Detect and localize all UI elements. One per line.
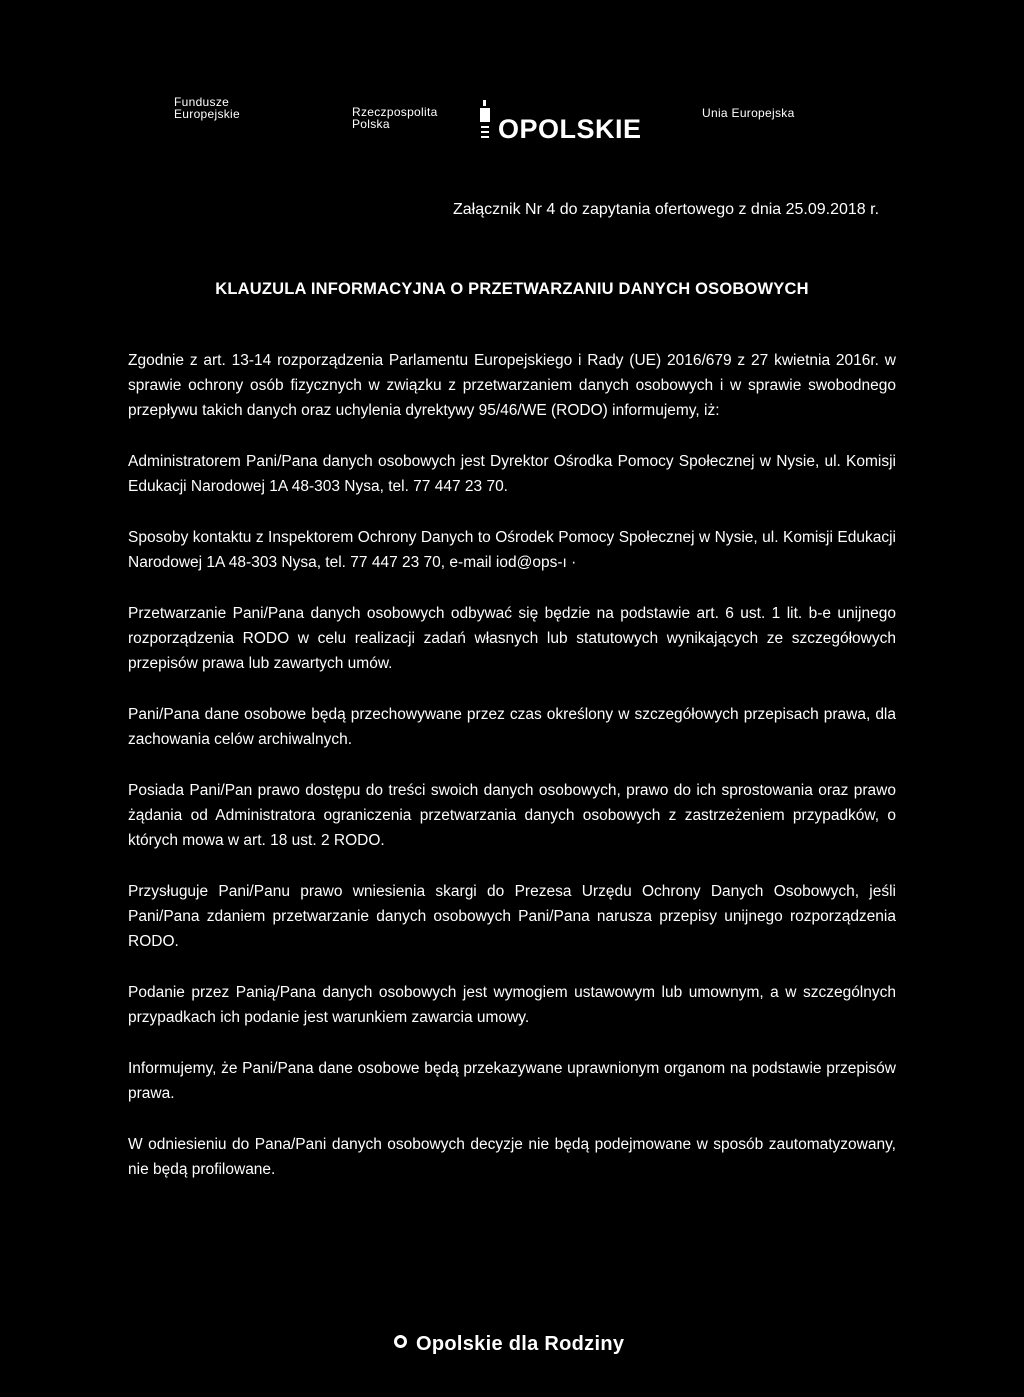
logo-rp-line2: Polska xyxy=(352,117,390,131)
document-body xyxy=(128,348,896,1208)
header-logo-bar xyxy=(0,96,1024,146)
annex-label: Załącznik Nr 4 do zapytania ofertowego z dnia 25.09.2018 r. xyxy=(453,201,880,218)
circle-icon xyxy=(394,1335,407,1348)
fundusze-europejskie-logo xyxy=(174,96,240,120)
paragraph-processing-basis: Przetwarzanie Pani/Pana danych osobowych odbywać się będzie na podstawie art. 6 ust. 1 lit. b-e unijnego rozporządzenia RODO w celu realizacji zadań własnych lub statutowych wynikających ze szczegółowych przepisów prawa lub zawartych umów. xyxy=(128,605,896,672)
footer-logo-text: Opolskie dla Rodziny xyxy=(416,1333,625,1355)
rzeczpospolita-polska-logo xyxy=(352,106,438,130)
paragraph-provision-requirement: Podanie przez Panią/Pana danych osobowych jest wymogiem ustawowym lub umownym, a w szczególnych przypadkach ich podanie jest warunkiem zawarcia umowy. xyxy=(128,984,896,1026)
logo-fe-line2: Europejskie xyxy=(174,107,241,121)
logo-opolskie-text: OPOLSKIE xyxy=(498,114,642,144)
logo-rp-line1: Rzeczpospolita xyxy=(352,105,438,119)
paragraph-recipients: Informujemy, że Pani/Pana dane osobowe będą przekazywane uprawnionym organom na podstawie przepisów prawa. xyxy=(128,1060,896,1102)
paragraph-administrator: Administratorem Pani/Pana danych osobowych jest Dyrektor Ośrodka Pomocy Społecznej w Nysie, ul. Komisji Edukacji Narodowej 1A 48-303 Nysa, tel. 77 447 23 70. xyxy=(128,453,896,495)
paragraph-dpo-contact: Sposoby kontaktu z Inspektorem Ochrony Danych to Ośrodek Pomocy Społecznej w Nysie, ul. Komisji Edukacji Narodowej 1A 48-303 Nysa, tel. 77 447 23 70, e-mail iod@ops-ı · xyxy=(128,529,896,571)
paragraph-legal-basis: Zgodnie z art. 13-14 rozporządzenia Parlamentu Europejskiego i Rady (UE) 2016/679 z 27 kwietnia 2016r. w sprawie ochrony osób fizycznych w związku z przetwarzaniem danych osobowych i w sprawie swobodnego przepływu takich danych oraz uchylenia dyrektywy 95/46/WE (RODO) informujemy, iż: xyxy=(128,352,896,419)
paragraph-retention: Pani/Pana dane osobowe będą przechowywane przez czas określony w szczegółowych przepisach prawa, dla zachowania celów archiwalnych. xyxy=(128,706,896,748)
unia-europejska-logo: Unia Europejska xyxy=(702,106,795,120)
opolskie-dla-rodziny-logo xyxy=(394,1333,624,1356)
paragraph-access-rights: Posiada Pani/Pan prawo dostępu do treści swoich danych osobowych, prawo do ich sprostowania oraz prawo żądania od Administratora ograniczenia przetwarzania danych osobowych z zastrzeżeniem przypadków, o których mowa w art. 18 ust. 2 RODO. xyxy=(128,782,896,849)
opolskie-emblem-icon xyxy=(478,100,492,140)
logo-fe-line1: Fundusze xyxy=(174,95,230,109)
paragraph-automated-decisions: W odniesieniu do Pana/Pani danych osobowych decyzje nie będą podejmowane w sposób zautomatyzowany, nie będą profilowane. xyxy=(128,1136,896,1178)
document-title: KLAUZULA INFORMACYJNA O PRZETWARZANIU DANYCH OSOBOWYCH xyxy=(215,280,809,298)
paragraph-complaint: Przysługuje Pani/Panu prawo wniesienia skargi do Prezesa Urzędu Ochrony Danych Osobowych, jeśli Pani/Pana zdaniem przetwarzanie danych osobowych Pani/Pana narusza przepisy unijnego rozporządzenia RODO. xyxy=(128,883,896,950)
